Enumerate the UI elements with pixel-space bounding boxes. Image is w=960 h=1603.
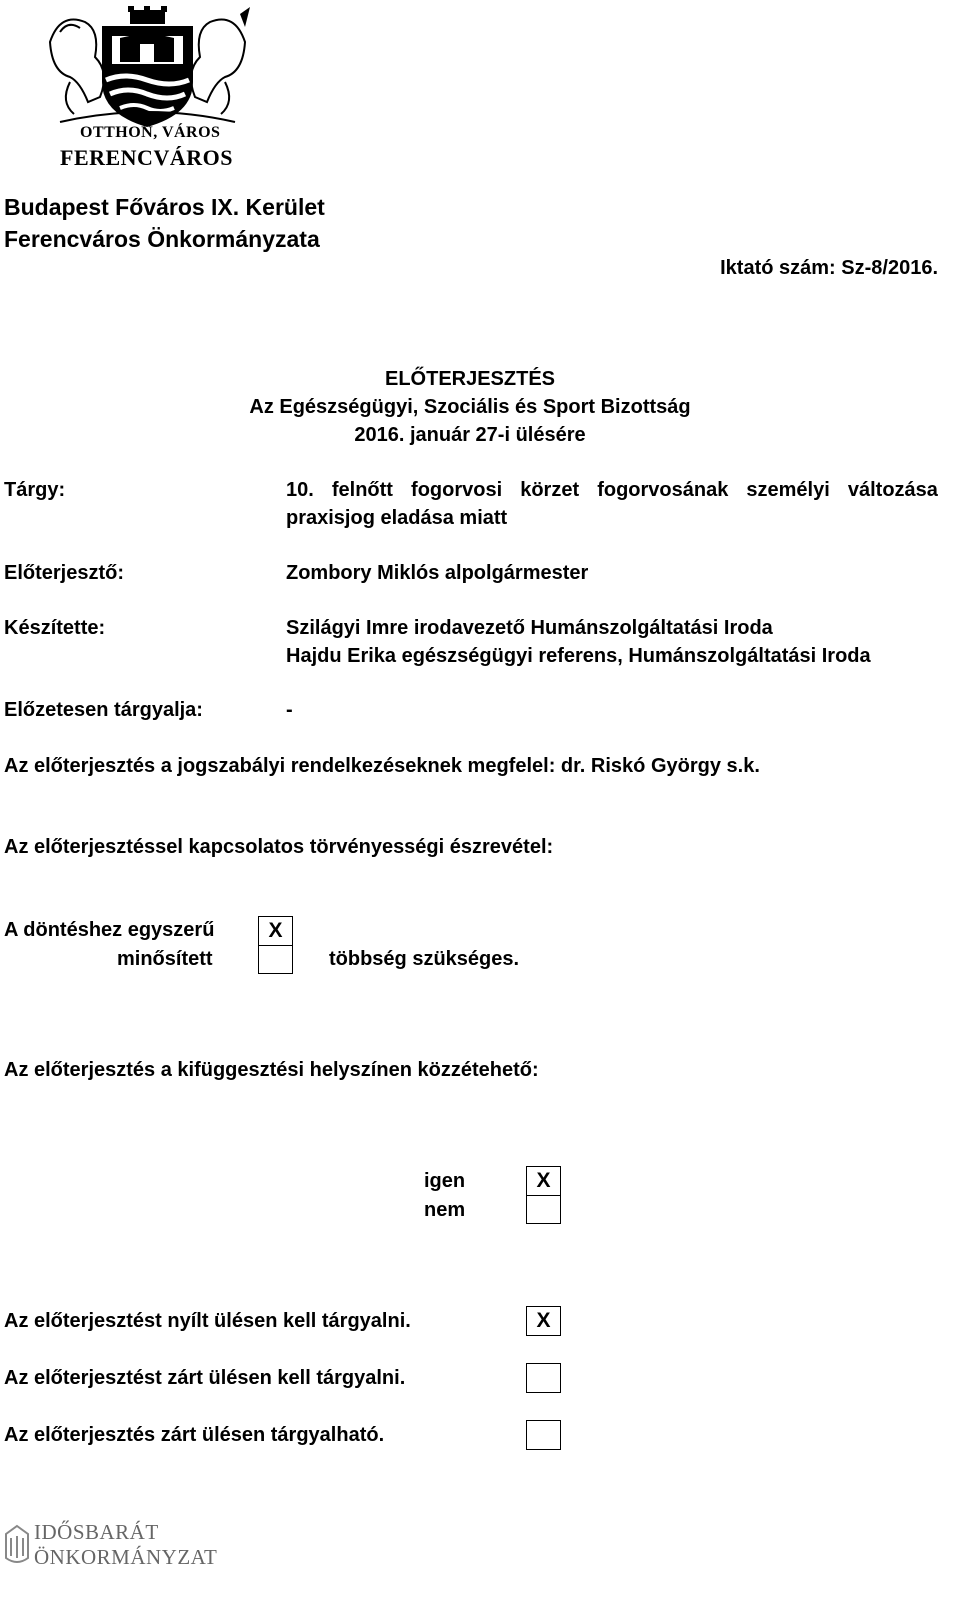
- organization-name-line2: Ferencváros Önkormányzata: [4, 226, 320, 252]
- coat-of-arms-logo: [40, 2, 255, 172]
- subject-word: személyi: [746, 479, 830, 501]
- presenter-value: Zombory Miklós alpolgármester: [286, 562, 589, 584]
- simple-majority-checkbox[interactable]: X: [258, 916, 293, 946]
- committee-name: Az Egészségügyi, Szociális és Sport Bizottság: [249, 396, 691, 418]
- reference-number: Iktató szám: Sz-8/2016.: [720, 257, 938, 279]
- meeting-date: 2016. január 27-i ülésére: [354, 424, 586, 446]
- open-session-checkbox[interactable]: X: [526, 1306, 561, 1336]
- majority-prefix: A döntéshez egyszerű: [4, 919, 215, 941]
- publication-yes-label: igen: [424, 1170, 466, 1192]
- subject-label: Tárgy:: [4, 479, 66, 501]
- footer-logo-line1: IDŐSBARÁT: [34, 1520, 159, 1544]
- publication-no-label: nem: [424, 1199, 466, 1221]
- age-friendly-municipality-logo: [4, 1520, 224, 1590]
- subject-word: fogorvosának: [597, 479, 729, 501]
- document-title: ELŐTERJESZTÉS: [384, 368, 556, 390]
- closed-session-label: Az előterjesztést zárt ülésen kell tárgyalni.: [4, 1367, 406, 1389]
- subject-line1: [286, 479, 938, 502]
- majority-suffix: többség szükséges.: [329, 948, 520, 970]
- publication-yes-checkbox[interactable]: X: [526, 1166, 561, 1196]
- legality-note-label: Az előterjesztéssel kapcsolatos törvényességi észrevétel:: [4, 836, 554, 858]
- organization-name-line1: Budapest Főváros IX. Kerület: [4, 194, 325, 220]
- age-friendly-emblem-icon: [4, 1524, 30, 1568]
- legal-compliance-statement: Az előterjesztés a jogszabályi rendelkezéseknek megfelel: dr. Riskó György s.k.: [4, 755, 760, 777]
- closed-session-checkbox[interactable]: [526, 1363, 561, 1393]
- prepared-by-value-1: Szilágyi Imre irodavezető Humánszolgáltatási Iroda: [286, 617, 773, 639]
- qualified-majority-checkbox[interactable]: [258, 945, 293, 974]
- open-session-label: Az előterjesztést nyílt ülésen kell tárgyalni.: [4, 1310, 411, 1332]
- closed-session-possible-label: Az előterjesztés zárt ülésen tárgyalható.: [4, 1424, 385, 1446]
- majority-qualified-label: minősített: [117, 948, 213, 970]
- closed-session-possible-checkbox[interactable]: [526, 1420, 561, 1450]
- prior-discussion-label: Előzetesen tárgyalja:: [4, 699, 203, 721]
- footer-logo-line2: ÖNKORMÁNYZAT: [34, 1545, 218, 1569]
- prepared-by-label: Készítette:: [4, 617, 106, 639]
- coat-of-arms-icon: [40, 2, 255, 137]
- prior-discussion-value: -: [286, 699, 293, 721]
- subject-word: változása: [847, 479, 938, 501]
- subject-word: 10.: [286, 479, 314, 501]
- publication-question: Az előterjesztés a kifüggesztési helyszínen közzétehető:: [4, 1059, 539, 1081]
- logo-motto-line1: OTTHON, VÁROS: [80, 124, 221, 141]
- prepared-by-value-2: Hajdu Erika egészségügyi referens, Humánszolgáltatási Iroda: [286, 645, 871, 667]
- publication-no-checkbox[interactable]: [526, 1195, 561, 1224]
- presenter-label: Előterjesztő:: [4, 562, 125, 584]
- subject-word: körzet: [520, 479, 580, 501]
- subject-word: fogorvosi: [411, 479, 503, 501]
- subject-line2: praxisjog eladása miatt: [286, 507, 508, 529]
- logo-motto-line2: FERENCVÁROS: [60, 145, 233, 170]
- subject-word: felnőtt: [331, 479, 393, 501]
